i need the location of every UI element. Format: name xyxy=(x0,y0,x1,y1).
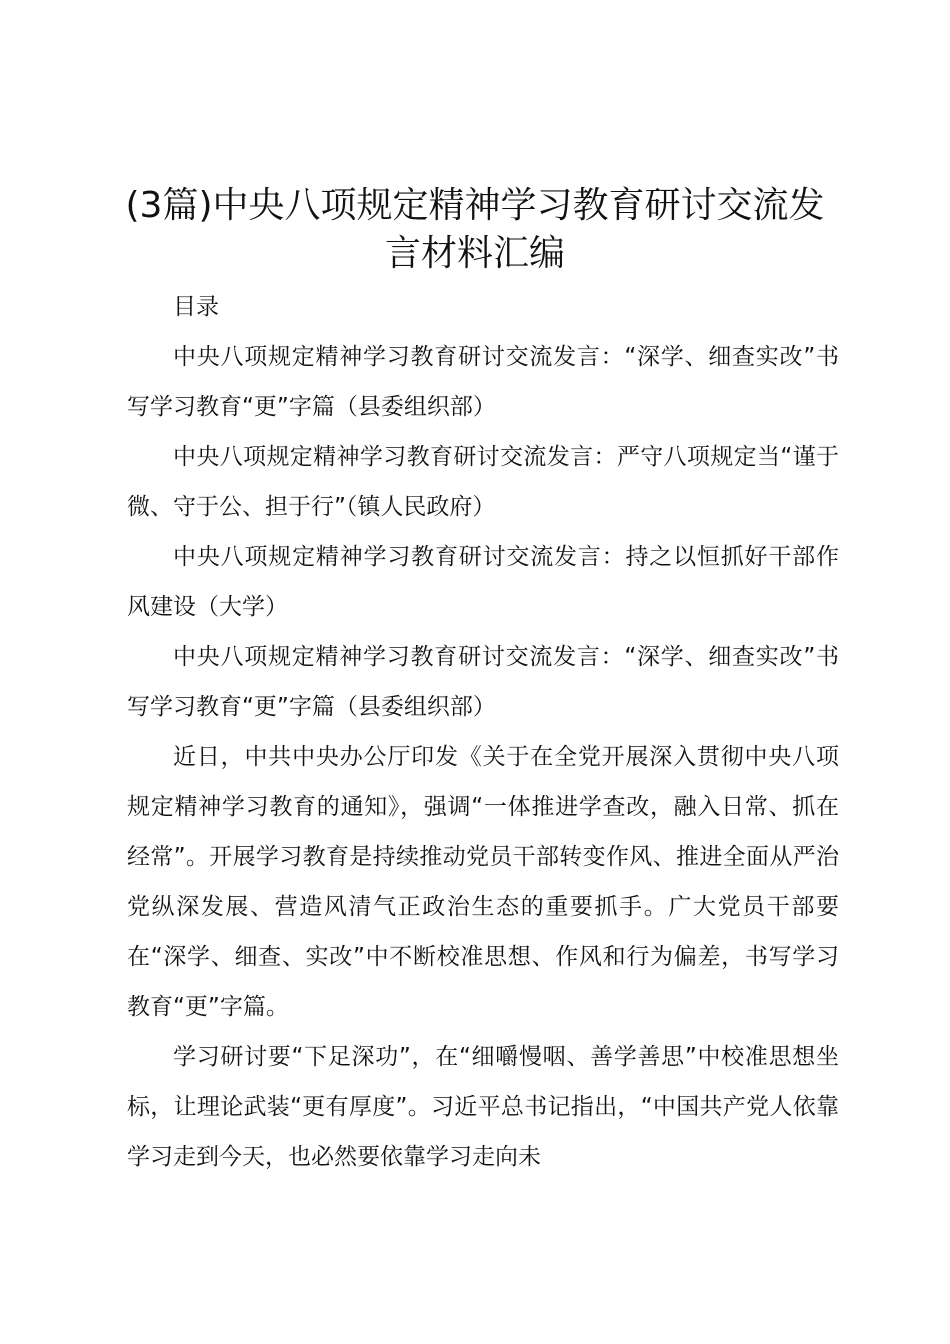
toc-entry: 中央八项规定精神学习教育研讨交流发言：“深学、细查实改”书写学习教育“更”字篇（县委组织部） xyxy=(127,644,839,720)
body-paragraph: 近日，中共中央办公厅印发《关于在全党开展深入贯彻中央八项规定精神学习教育的通知》，强调“一体推进学查改，融入日常、抓在经常”。开展学习教育是持续推动党员干部转变作风、推进全面从严治党纵深发展、营造风清气正政治生态的重要抓手。广大党员干部要在“深学、细查、实改”中不断校准思想、作风和行为偏差，书写学习教育“更”字篇。 xyxy=(127,744,839,1020)
toc-entry: 中央八项规定精神学习教育研讨交流发言：“深学、细查实改”书写学习教育“更”字篇（县委组织部） xyxy=(127,344,839,420)
toc-heading: 目录 xyxy=(173,294,219,320)
document-title: (3篇)中央八项规定精神学习教育研讨交流发言材料汇编 xyxy=(125,185,825,274)
body-paragraph: 学习研讨要“下足深功”，在“细嚼慢咽、善学善思”中校准思想坐标，让理论武装“更有厚度”。习近平总书记指出，“中国共产党人依靠学习走到今天，也必然要依靠学习走向未 xyxy=(127,1044,839,1170)
toc-entry: 中央八项规定精神学习教育研讨交流发言：持之以恒抓好干部作风建设（大学） xyxy=(127,544,839,620)
toc-entry: 中央八项规定精神学习教育研讨交流发言：严守八项规定当“谨于微、守于公、担于行”（镇人民政府） xyxy=(127,444,839,520)
document-body xyxy=(127,282,839,1182)
